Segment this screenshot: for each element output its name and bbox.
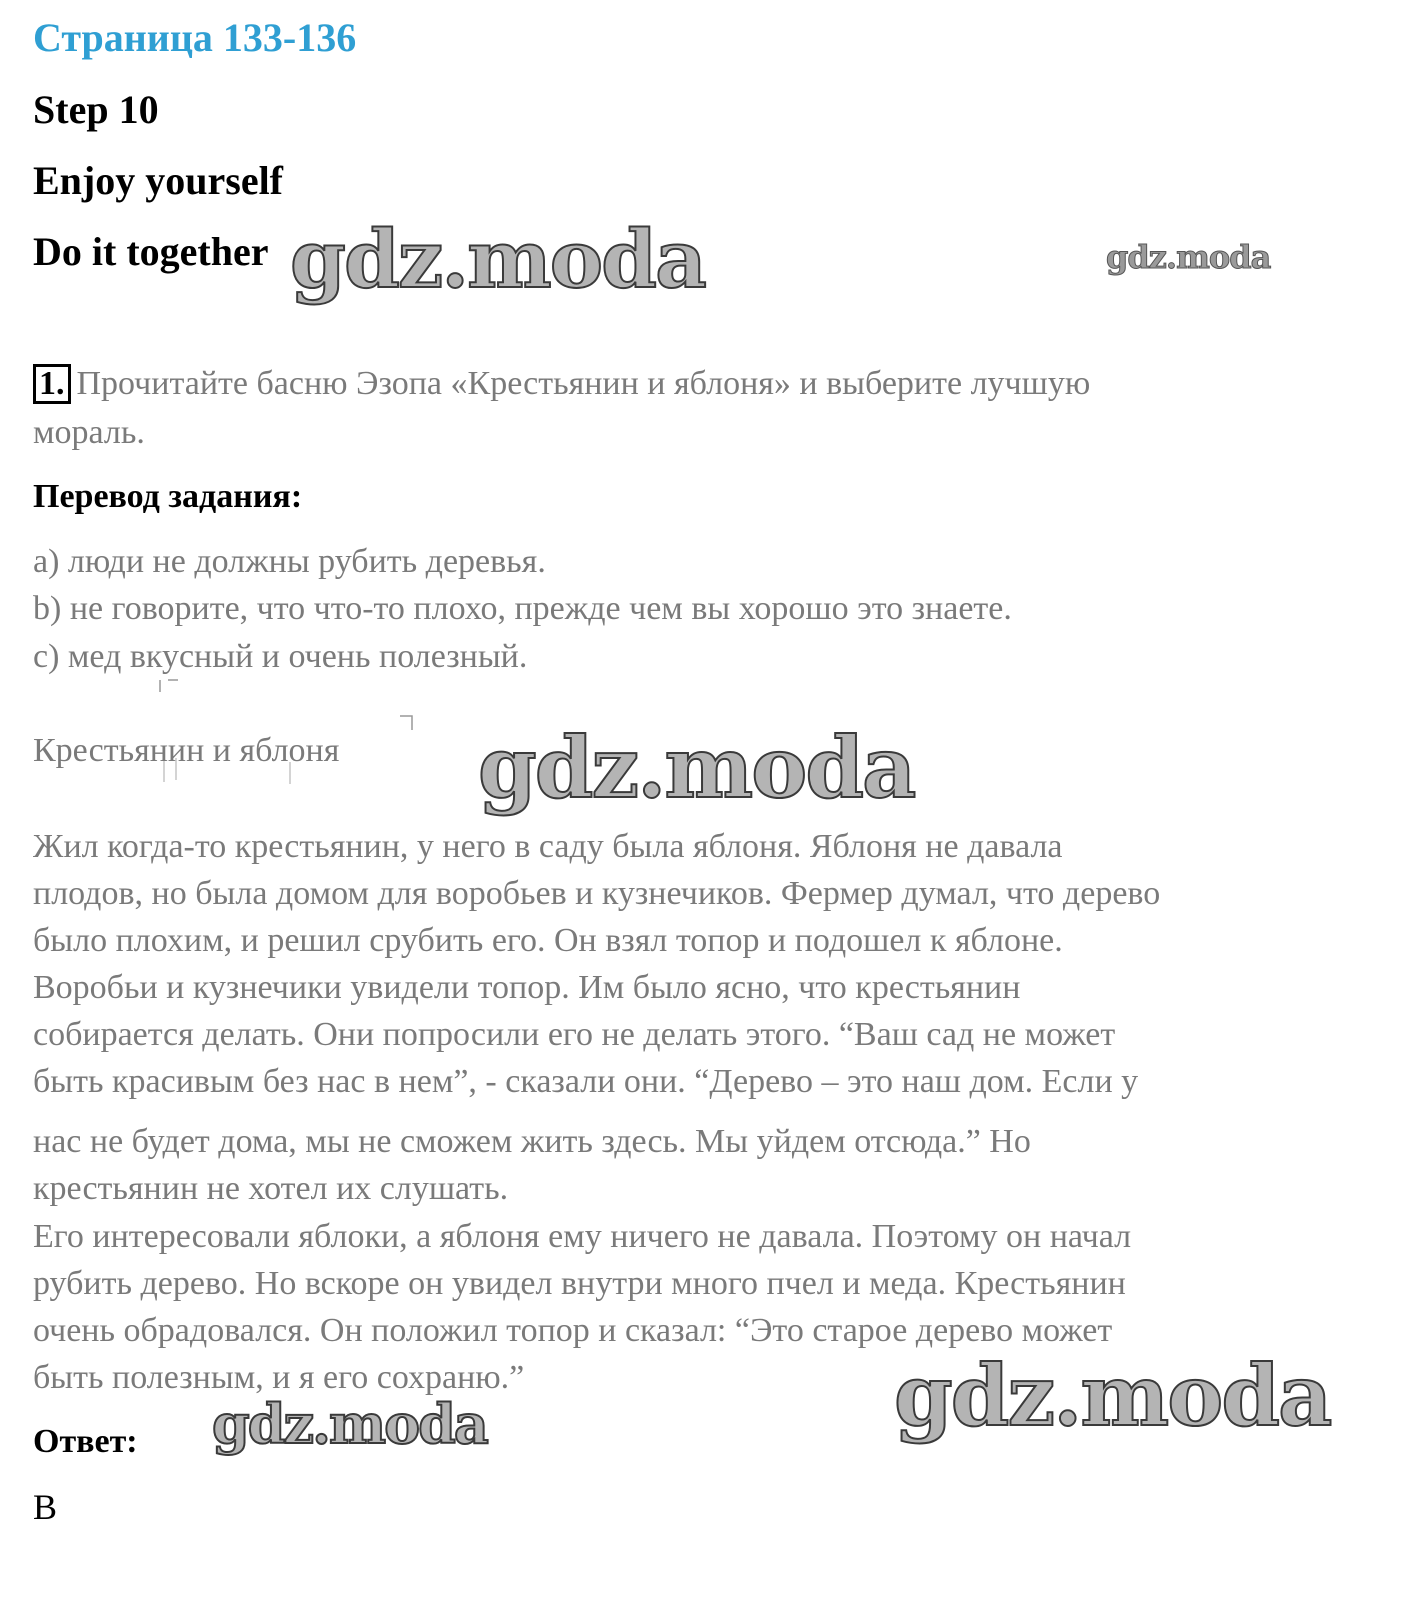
watermark-logo: gdz.moda [894,1346,1331,1445]
watermark-logo: gdz.moda [1106,238,1271,276]
task-number-badge: 1. [33,364,71,404]
fable-line: быть красивым без нас в нем”, - сказали они. “Дерево – это наш дом. Если у [33,1063,1139,1100]
watermark-logo: gdz.moda [478,718,915,817]
fable-line: Воробьи и кузнечики увидели топор. Им было ясно, что крестьянин [33,969,1021,1006]
fable-line: быть полезным, и я его сохраню.” [33,1359,525,1396]
fable-line: крестьянин не хотел их слушать. [33,1170,509,1207]
fable-line: плодов, но была домом для воробьев и кузнечиков. Фермер думал, что дерево [33,875,1161,912]
page-title: Страница 133-136 [33,15,357,60]
watermark-logo: gdz.moda [212,1392,487,1456]
fable-line: Его интересовали яблоки, а яблоня ему ничего не давала. Поэтому он начал [33,1218,1132,1255]
task-instruction [33,364,1090,404]
fable-line: Жил когда-то крестьянин, у него в саду была яблоня. Яблоня не давала [33,828,1063,865]
fable-line: собирается делать. Они попросили его не делать этого. “Ваш сад не может [33,1016,1116,1053]
answer-label: Ответ: [33,1423,138,1460]
answer-option: b) не говорите, что что-то плохо, прежде чем вы хорошо это знаете. [33,590,1012,627]
answer-option: a) люди не должны рубить деревья. [33,543,546,580]
translation-label: Перевод задания: [33,478,303,515]
fable-line: нас не будет дома, мы не сможем жить здесь. Мы уйдем отсюда.” Но [33,1123,1031,1160]
fable-line: было плохим, и решил срубить его. Он взял топор и подошел к яблоне. [33,922,1063,959]
watermark-logo: gdz.moda [290,212,705,306]
fable-line: рубить дерево. Но вскоре он увидел внутри много пчел и меда. Крестьянин [33,1265,1126,1302]
task-instruction-line: Прочитайте басню Эзопа «Крестьянин и яблоня» и выберите лучшую [76,365,1091,402]
section-heading: Enjoy yourself [33,158,283,203]
fable-line: очень обрадовался. Он положил топор и сказал: “Это старое дерево может [33,1312,1113,1349]
task-instruction-line: мораль. [33,414,145,451]
fable-title: Крестьянин и яблоня [33,732,340,769]
answer-value: B [33,1487,58,1527]
step-heading: Step 10 [33,87,159,132]
answer-option: c) мед вкусный и очень полезный. [33,638,528,675]
subsection-heading: Do it together [33,229,269,274]
